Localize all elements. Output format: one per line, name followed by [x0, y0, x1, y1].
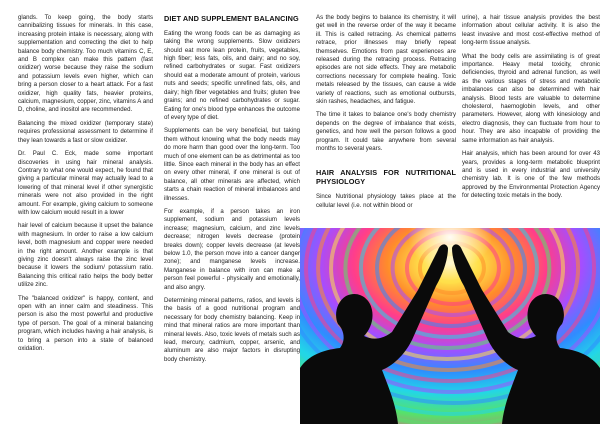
column-3 [316, 14, 456, 210]
paragraph: For example, if a person takes an iron supplement, sodium and potassium levels increase; magnesium, calcium, and zinc levels decrease; nitrogen levels decrease (protein breaks down); copper levels decrease (at levels below 1.0, the person move into a cancer danger zone); and manganese levels increase. Manganese in balance with iron can make a person feel powerful - physically and emotionally, and also angry. [164, 207, 300, 291]
psychedelic-silhouette-image [300, 228, 600, 424]
column-1 [18, 14, 153, 358]
silhouette-illustration [300, 228, 600, 424]
paragraph: The "balanced oxidizer" is happy, content, and open with an inner calm and steadiness. This person is also the most powerful and productive type of person. The goal of a mineral balancing program, which includes having a hair analysis, is to bring a person into a state of balanced oxidation. [18, 294, 153, 353]
paragraph: The time it takes to balance one's body chemistry depends on the degree of imbalance that exists, genetics, and how well the person follows a good program. It could take anywhere from several months to several years. [316, 111, 456, 153]
paragraph: What the body cells are assimilating is of great importance. Heavy metal toxicity, chronic deficiencies, thyroid and adrenal function, as well as the various stages of stress and metabolic imbalances can also be determined with hair analysis. Blood tests are valuable to determine cholesterol, haemoglobin levels, and other parameters. However, along with kinesiology and electro diagnosis, they can fluctuate from hour to hour. They are also incapable of providing the same information as hair analysis. [462, 52, 600, 144]
section-heading-diet: DIET AND SUPPLEMENT BALANCING [164, 14, 299, 23]
paragraph: Determining mineral patterns, ratios, and levels is the basis of a good nutritional program and necessary for body chemistry balancing. Keep in mind that mineral ratios are more important than mineral levels. Also, toxic levels of metals such as lead, mercury, cadmium, copper, arsenic, and aluminum are also major factors in disrupting body chemistry. [164, 297, 300, 363]
paragraph: As the body begins to balance its chemistry, it will get well in the reverse order of the way it became ill. This is called retracing. As chemical patterns retrace, prior illnesses may briefly repeat themselves. Emotions from past experiences are released during the retracing process. Retracing episodes are not side effects. They are metabolic corrections necessary for complete healing. Toxic metals released by the tissues, can cause a wide variety of reactions, such as emotional outbursts, skin rashes, headaches, and fatigue. [316, 14, 456, 106]
paragraph: Hair analysis, which has been around for over 43 years, provides a long-term metabolic blueprint and is used in every industrial and university chemistry lab. It is one of the few methods approved by the Environmental Protection Agency for detecting toxic metals in the body. [462, 150, 600, 200]
column-4 [462, 14, 600, 206]
paragraph: Supplements can be very beneficial, but taking them without knowing what the body needs may do more harm than good over the long-term. Too much of one element can be as detrimental as too little. Since each mineral in the body has an effect on every other mineral, if one mineral is out of balance, all other minerals are affected, which starts a chain reaction of mineral imbalances and illnesses. [164, 127, 300, 202]
paragraph: Balancing the mixed oxidizer (temporary state) requires professional assessment to determine if they lean towards a fast or slow oxidizer. [18, 119, 153, 144]
paragraph: hair level of calcium because it upset the balance with magnesium. In order to raise a low calcium level, both magnesium and copper were needed in the right amount. Another example is that giving zinc doesn't always raise the zinc level because it lowers the sodium/ potassium ratio. Balancing this critical ratio helps the body better utilize zinc. [18, 222, 153, 289]
column-2 [164, 14, 300, 369]
paragraph: glands. To keep going, the body starts cannibalizing tissues for minerals. In this case, increasing protein intake is necessary, along with supplementation and correcting the diet to help balance body chemistry. Too much vitamins C, E, and B complex can make this pattern (fast oxidizer) worse because they raise the sodium and potassium levels even higher, which can bring a person closer to a heart attack. For a fast oxidizer, high quality fats, heavier proteins, calcium, magnesium, copper, zinc, vitamins A and D, choline, and inositol are recommended. [18, 14, 153, 114]
paragraph: Since Nutritional physiology takes place at the cellular level (i.e. not within blood or [316, 193, 456, 209]
section-heading-hair-analysis: HAIR ANALYSIS FOR NUTRITIONAL PHYSIOLOGY [316, 167, 456, 187]
paragraph: Dr. Paul C. Eck, made some important discoveries in using hair mineral analysis. Contrary to what one would expect, he found that giving a particular mineral may actually lead to a lowering of that mineral level if other synergistic minerals were not also provided in the right amount. For example, giving calcium to someone with low calcium would result in a lower [18, 150, 153, 216]
paragraph: Eating the wrong foods can be as damaging as taking the wrong supplements. Slow oxidizers should eat more lean protein, fruits, vegetables, high fiber; less fats, oils, and dairy; and no soy, refined carbohydrates or sugar. Fast oxidizers should eat a moderate amount of protein, various nuts and seeds; specific unrefined fats, oils, and dairy; high fiber vegetables and fruits; gluten free grains; and no refined carbohydrates or sugar. Eating for one's blood type enhances the outcome of every type of diet. [164, 29, 300, 121]
paragraph: urine), a hair tissue analysis provides the best information about cellular activity. It is also the least invasive and most cost-effective method of long-term tissue analysis. [462, 14, 600, 47]
